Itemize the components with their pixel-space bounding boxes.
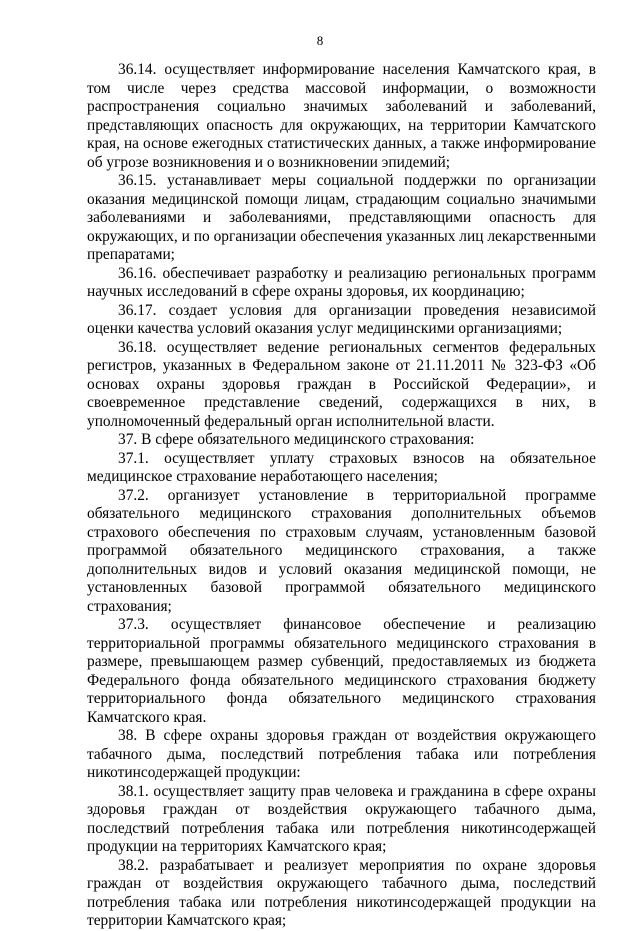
paragraph-36-14: 36.14. осуществляет информирование населения Камчатского края, в том числе через средства массовой информации, о возможности распространения социально значимых заболеваний и заболеваний, представляющих опасность для окружающих, на территории Камчатского края, на основе ежегодных статистических данных, а также информирование об угрозе возникновения и о возникновении эпидемий; <box>87 61 596 171</box>
paragraph-37-heading: 37. В сфере обязательного медицинского страхования: <box>118 431 475 448</box>
paragraph-37-2: 37.2. организует установление в территориальной программе обязательного медицинского страхования дополнительных объемов страхового обеспечения по страховым случаям, установленным базовой программой обязательного медицинского страхования, а также дополнительных видов и условий оказания медицинской помощи, не установленных базовой программой обязательного медицинского страхования; <box>87 486 596 615</box>
page-number: 8 <box>316 33 324 48</box>
paragraph-37-3: 37.3. осуществляет финансовое обеспечение и реализацию территориальной программы обязательного медицинского страхования в размере, превышающем размер субвенций, предоставляемых из бюджета Федерального фонда обязательного медицинского страхования бюджету территориального фонда обязательного медицинского страхования Камчатского края. <box>87 616 596 726</box>
paragraph-38-1: 38.1. осуществляет защиту прав человека и гражданина в сфере охраны здоровья граждан от воздействия окружающего табачного дыма, последствий потребления табака или потребления никотинсодержащей продукции на территориях Камчатского края; <box>87 782 596 855</box>
paragraph-36-18: 36.18. осуществляет ведение региональных сегментов федеральных регистров, указанных в Федеральном законе от 21.11.2011 № 323-ФЗ «Об основах охраны здоровья граждан в Российской Федерации», и своевременное представление сведений, содержащихся в них, в уполномоченный федеральный орган исполнительной власти. <box>87 338 596 430</box>
paragraph-37-1: 37.1. осуществляет уплату страховых взносов на обязательное медицинское страхование неработающего населения; <box>87 449 596 485</box>
document-body <box>87 61 596 931</box>
paragraph-36-17: 36.17. создает условия для организации проведения независимой оценки качества условий оказания услуг медицинскими организациями; <box>87 301 596 337</box>
paragraph-36-15: 36.15. устанавливает меры социальной поддержки по организации оказания медицинской помощи лицам, страдающим социально значимыми заболеваниями и заболеваниями, представляющими опасность для окружающих, и по организации обеспечения указанных лиц лекарственными препаратами; <box>87 172 596 263</box>
paragraph-38-heading: 38. В сфере охраны здоровья граждан от воздействия окружающего табачного дыма, последствий потребления табака или потребления никотинсодержащей продукции: <box>87 727 596 781</box>
paragraph-36-16: 36.16. обеспечивает разработку и реализацию региональных программ научных исследований в сфере охраны здоровья, их координацию; <box>87 264 596 300</box>
paragraph-38-2: 38.2. разрабатывает и реализует мероприятия по охране здоровья граждан от воздействия окружающего табачного дыма, последствий потребления табака или потребления никотинсодержащей продукции на территории Камчатского края; <box>87 856 596 929</box>
